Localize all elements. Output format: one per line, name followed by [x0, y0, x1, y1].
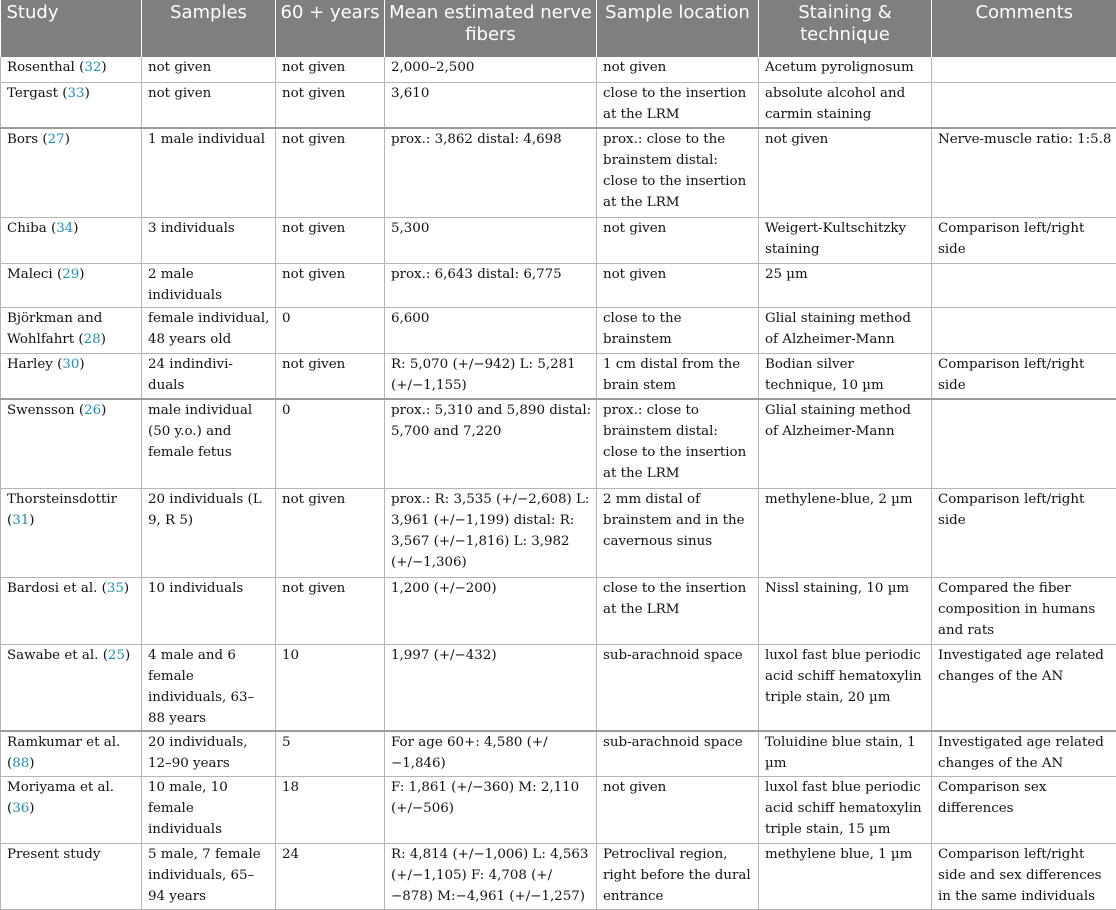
table-body — [1, 57, 1116, 910]
cell-years: not given — [276, 217, 385, 263]
header-comments: Comments — [932, 0, 1116, 57]
cell-samples: 3 individuals — [142, 217, 276, 263]
table-row — [1, 644, 1116, 731]
table-row — [1, 57, 1116, 82]
cell-location: Petroclival region, right before the dural entrance — [597, 844, 759, 910]
cell-study: Maleci (29) — [1, 263, 142, 307]
cell-study: Bors (27) — [1, 128, 142, 217]
cell-fibers: prox.: R: 3,535 (+/−2,608) L: 3,961 (+/−1,199) distal: R: 3,567 (+/−1,816) L: 3,982 (+/−1,306) — [385, 488, 597, 577]
header-mean-fibers: Mean estimated nerve fibers — [385, 0, 597, 57]
cell-location: close to the insertion at the LRM — [597, 577, 759, 644]
cell-years: not given — [276, 128, 385, 217]
cell-years: 18 — [276, 777, 385, 844]
cell-samples: 10 male, 10 female individuals — [142, 777, 276, 844]
cell-years: not given — [276, 82, 385, 128]
cell-study: Present study — [1, 844, 142, 910]
cell-fibers: 6,600 — [385, 307, 597, 353]
table-row — [1, 307, 1116, 353]
cell-location: not given — [597, 57, 759, 82]
cell-study: Chiba (34) — [1, 217, 142, 263]
cell-study: Thorsteinsdottir (31) — [1, 488, 142, 577]
cell-staining: methylene-blue, 2 µm — [759, 488, 932, 577]
cell-comments: Comparison left/right side — [932, 353, 1116, 399]
reference-link[interactable]: 34 — [56, 221, 73, 236]
cell-location: 2 mm distal of brainstem and in the cavernous sinus — [597, 488, 759, 577]
cell-location: not given — [597, 263, 759, 307]
cell-samples: 24 indindivi- duals — [142, 353, 276, 399]
cell-fibers: F: 1,861 (+/−360) M: 2,110 (+/−506) — [385, 777, 597, 844]
cell-fibers: prox.: 3,862 distal: 4,698 — [385, 128, 597, 217]
cell-location: sub-arachnoid space — [597, 644, 759, 731]
cell-fibers: 5,300 — [385, 217, 597, 263]
reference-link[interactable]: 88 — [12, 756, 29, 771]
cell-comments: Comparison left/right side and sex differences in the same individuals — [932, 844, 1116, 910]
cell-study: Moriyama et al. (36) — [1, 777, 142, 844]
table-row — [1, 731, 1116, 777]
cell-location: 1 cm distal from the brain stem — [597, 353, 759, 399]
cell-comments: Investigated age related changes of the AN — [932, 731, 1116, 777]
cell-study: Harley (30) — [1, 353, 142, 399]
reference-link[interactable]: 31 — [12, 513, 29, 528]
cell-study: Björkman and Wohlfahrt (28) — [1, 307, 142, 353]
cell-staining: Acetum pyrolignosum — [759, 57, 932, 82]
table-row — [1, 353, 1116, 399]
header-60-plus-years: 60 + years — [276, 0, 385, 57]
table-row — [1, 777, 1116, 844]
cell-samples: 10 individuals — [142, 577, 276, 644]
table-row — [1, 488, 1116, 577]
cell-comments — [932, 57, 1116, 82]
cell-location: close to the insertion at the LRM — [597, 82, 759, 128]
cell-years: 0 — [276, 307, 385, 353]
table-row — [1, 217, 1116, 263]
cell-years: not given — [276, 57, 385, 82]
cell-years: 5 — [276, 731, 385, 777]
cell-samples: 1 male individual — [142, 128, 276, 217]
cell-location: close to the brainstem — [597, 307, 759, 353]
cell-fibers: 1,200 (+/−200) — [385, 577, 597, 644]
cell-comments: Comparison left/right side — [932, 488, 1116, 577]
cell-samples: 4 male and 6 female individuals, 63–88 years — [142, 644, 276, 731]
table-row — [1, 844, 1116, 910]
reference-link[interactable]: 33 — [68, 86, 85, 101]
cell-years: 10 — [276, 644, 385, 731]
cell-fibers: R: 4,814 (+/−1,006) L: 4,563 (+/−1,105) F: 4,708 (+/−878) M:−4,961 (+/−1,257) — [385, 844, 597, 910]
cell-location: prox.: close to the brainstem distal: close to the insertion at the LRM — [597, 128, 759, 217]
reference-link[interactable]: 36 — [12, 801, 29, 816]
cell-staining: not given — [759, 128, 932, 217]
reference-link[interactable]: 26 — [84, 403, 101, 418]
table-row — [1, 128, 1116, 217]
cell-samples: 20 individuals (L 9, R 5) — [142, 488, 276, 577]
cell-staining: Glial staining method of Alzheimer-Mann — [759, 307, 932, 353]
cell-staining: Toluidine blue stain, 1 µm — [759, 731, 932, 777]
cell-years: not given — [276, 263, 385, 307]
reference-link[interactable]: 35 — [107, 581, 124, 596]
cell-years: 24 — [276, 844, 385, 910]
table-row — [1, 399, 1116, 488]
cell-comments — [932, 399, 1116, 488]
cell-staining: Glial staining method of Alzheimer-Mann — [759, 399, 932, 488]
cell-comments — [932, 82, 1116, 128]
cell-staining: Nissl staining, 10 µm — [759, 577, 932, 644]
reference-link[interactable]: 28 — [84, 332, 101, 347]
table-row — [1, 577, 1116, 644]
cell-samples: not given — [142, 57, 276, 82]
cell-years: not given — [276, 488, 385, 577]
reference-link[interactable]: 29 — [62, 267, 79, 282]
cell-comments: Comparison sex differences — [932, 777, 1116, 844]
cell-location: prox.: close to brainstem distal: close to the insertion at the LRM — [597, 399, 759, 488]
cell-years: not given — [276, 577, 385, 644]
cell-samples: 20 individuals, 12–90 years — [142, 731, 276, 777]
cell-comments: Comparison left/right side — [932, 217, 1116, 263]
cell-location: not given — [597, 217, 759, 263]
reference-link[interactable]: 25 — [108, 648, 125, 663]
cell-comments — [932, 263, 1116, 307]
cell-staining: luxol fast blue periodic acid schiff hematoxylin triple stain, 15 µm — [759, 777, 932, 844]
cell-staining: Bodian silver technique, 10 µm — [759, 353, 932, 399]
cell-staining: methylene blue, 1 µm — [759, 844, 932, 910]
cell-study: Sawabe et al. (25) — [1, 644, 142, 731]
cell-comments: Compared the fiber composition in humans and rats — [932, 577, 1116, 644]
reference-link[interactable]: 32 — [84, 60, 101, 75]
cell-comments — [932, 307, 1116, 353]
cell-fibers: R: 5,070 (+/−942) L: 5,281 (+/−1,155) — [385, 353, 597, 399]
cell-years: not given — [276, 353, 385, 399]
header-row — [1, 0, 1116, 57]
cell-fibers: 3,610 — [385, 82, 597, 128]
cell-comments: Nerve-muscle ratio: 1:5.8 — [932, 128, 1116, 217]
cell-study: Bardosi et al. (35) — [1, 577, 142, 644]
cell-location: sub-arachnoid space — [597, 731, 759, 777]
cell-samples: 5 male, 7 female individuals, 65–94 years — [142, 844, 276, 910]
table-header — [1, 0, 1116, 57]
header-samples: Samples — [142, 0, 276, 57]
cell-fibers: prox.: 5,310 and 5,890 distal: 5,700 and 7,220 — [385, 399, 597, 488]
reference-link[interactable]: 30 — [62, 357, 79, 372]
cell-samples: female individual, 48 years old — [142, 307, 276, 353]
cell-samples: not given — [142, 82, 276, 128]
cell-study: Tergast (33) — [1, 82, 142, 128]
cell-staining: absolute alcohol and carmin staining — [759, 82, 932, 128]
cell-study: Swensson (26) — [1, 399, 142, 488]
table-row — [1, 82, 1116, 128]
cell-samples: male individual (50 y.o.) and female fetus — [142, 399, 276, 488]
cell-staining: Weigert-Kultschitzky staining — [759, 217, 932, 263]
header-staining: Staining & technique — [759, 0, 932, 57]
cell-comments: Investigated age related changes of the AN — [932, 644, 1116, 731]
cell-staining: 25 µm — [759, 263, 932, 307]
cell-staining: luxol fast blue periodic acid schiff hematoxylin triple stain, 20 µm — [759, 644, 932, 731]
header-study: Study — [1, 0, 142, 57]
cell-study: Ramkumar et al. (88) — [1, 731, 142, 777]
cell-samples: 2 male individuals — [142, 263, 276, 307]
cell-fibers: prox.: 6,643 distal: 6,775 — [385, 263, 597, 307]
cell-study: Rosenthal (32) — [1, 57, 142, 82]
table-row — [1, 263, 1116, 307]
header-sample-location: Sample location — [597, 0, 759, 57]
cell-fibers: 2,000–2,500 — [385, 57, 597, 82]
cell-fibers: For age 60+: 4,580 (+/−1,846) — [385, 731, 597, 777]
cell-years: 0 — [276, 399, 385, 488]
reference-link[interactable]: 27 — [48, 132, 65, 147]
cell-location: not given — [597, 777, 759, 844]
cell-fibers: 1,997 (+/−432) — [385, 644, 597, 731]
